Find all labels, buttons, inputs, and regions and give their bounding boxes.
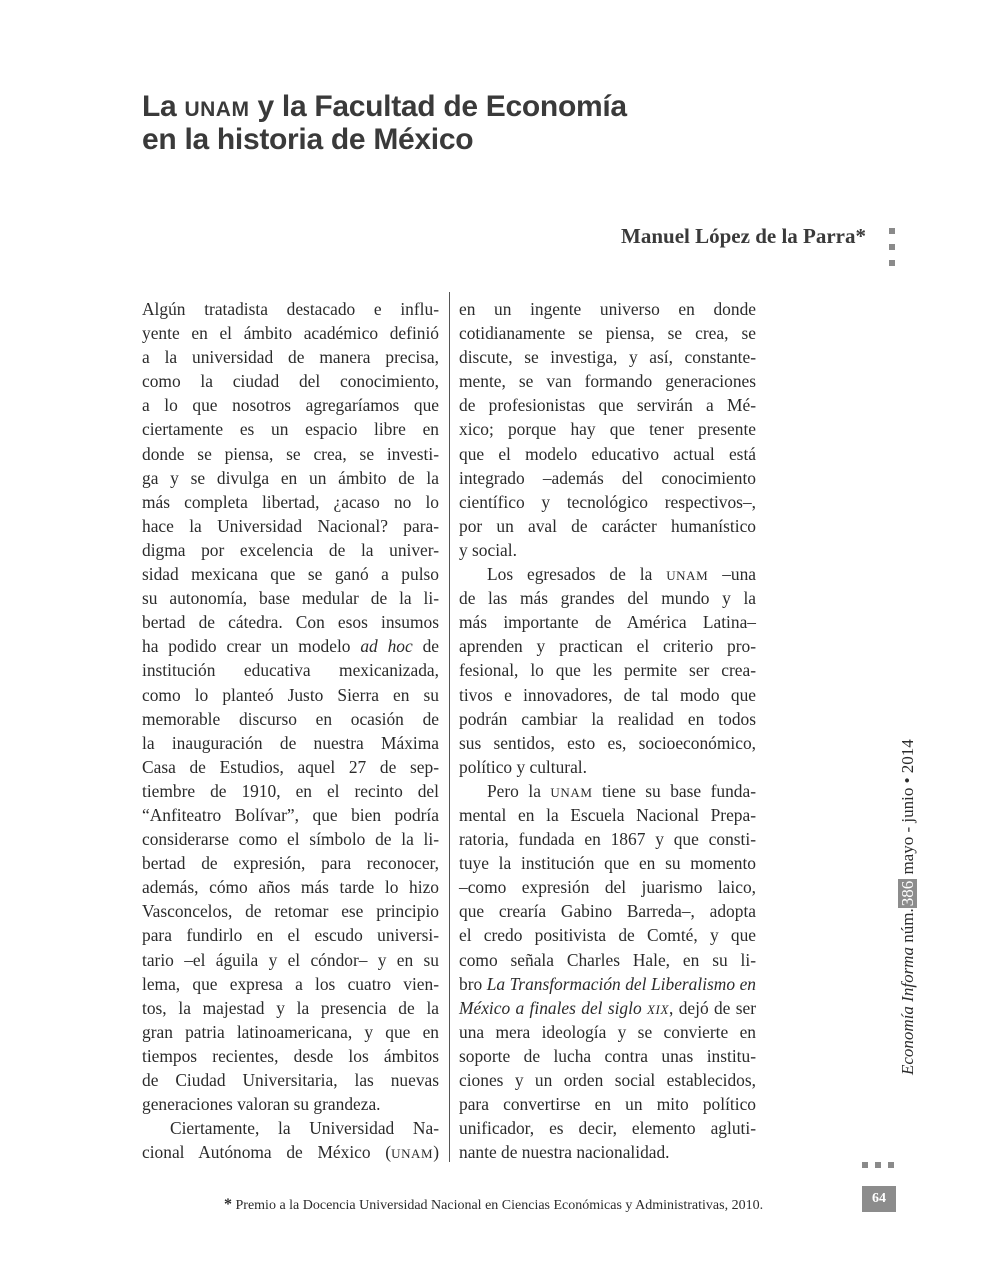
- text-line: de profesionistas que servirán a Mé-: [459, 395, 756, 416]
- title-acronym: UNAM: [184, 98, 250, 121]
- text-line: el credo positivista de Comté, y que: [459, 925, 756, 946]
- text-line: más completa libertad, ¿acaso no lo: [142, 491, 439, 512]
- text-line: que crearía Gabino Barreda–, adopta: [459, 901, 756, 922]
- author-name: Manuel López de la Parra*: [621, 224, 866, 248]
- text-line: además, cómo años más tarde lo hizo: [142, 877, 439, 898]
- title-part: y la Facultad de Economía: [249, 90, 627, 123]
- text-line: tivos e innovadores, de tal modo que: [459, 684, 756, 705]
- column-divider: [449, 292, 450, 1162]
- text-line: a la universidad de manera precisa,: [142, 347, 439, 368]
- text-line: unificador, es decir, elemento agluti-: [459, 1118, 756, 1139]
- text-line: ciertamente es un espacio libre en: [142, 419, 439, 440]
- page-number: 64: [862, 1186, 896, 1212]
- text-line: político y cultural.: [459, 756, 587, 777]
- text-line: como señala Charles Hale, en su li-: [459, 949, 756, 970]
- text-line: aprenden y practican el criterio pro-: [459, 636, 756, 657]
- text-line: bertad de expresión, para reconocer,: [142, 853, 439, 874]
- text-line: nante de nuestra nacionalidad.: [459, 1142, 670, 1163]
- text-line: xico; porque hay que tener presente: [459, 419, 756, 440]
- text-line: considerarse como el símbolo de la li-: [142, 829, 439, 850]
- text-line: ga y se divulga en un ámbito de la: [142, 467, 439, 488]
- text-line: “Anfiteatro Bolívar”, que bien podría: [142, 804, 439, 825]
- text-line: donde se piensa, se crea, se investi-: [142, 443, 439, 464]
- text-line: Ciertamente, la Universidad Na-: [170, 1118, 439, 1139]
- text-line: yente en el ámbito académico definió: [142, 323, 439, 344]
- text-line: mente, se van formando generaciones: [459, 371, 756, 392]
- text-line: tiempos recientes, desde los ámbitos: [142, 1045, 439, 1066]
- text-line: tos, la majestad y la presencia de la: [142, 997, 439, 1018]
- article-title: [142, 92, 627, 155]
- text-line: Algún tratadista destacado e influ-: [142, 299, 439, 319]
- footnote-text: Premio a la Docencia Universidad Nacional en Ciencias Económicas y Administrativas, 2010.: [235, 1198, 764, 1213]
- text-line: bro La Transformación del Liberalismo en: [459, 973, 756, 994]
- text-line: Vasconcelos, de retomar ese principio: [142, 901, 439, 922]
- text-line: científico y tecnológico respectivos–,: [459, 491, 756, 512]
- text-line: ha podido crear un modelo ad hoc de: [142, 636, 439, 657]
- text-line: que el modelo educativo actual está: [459, 443, 756, 464]
- text-line: Casa de Estudios, aquel 27 de sep-: [142, 756, 439, 777]
- text-line: cotidianamente se piensa, se crea, se: [459, 323, 756, 344]
- text-line: gran patria latinoamericana, y que en: [142, 1021, 439, 1042]
- dot: [875, 1162, 881, 1168]
- text-line: en un ingente universo en donde: [459, 299, 756, 319]
- issue-label: núm.: [898, 908, 917, 943]
- text-line: memorable discurso en ocasión de: [142, 708, 439, 729]
- text-line: su autonomía, base medular de la li-: [142, 588, 439, 609]
- text-line: digma por excelencia de la univer-: [142, 539, 439, 560]
- issue-date: mayo - junio • 2014: [898, 739, 917, 875]
- text-line: de Ciudad Universitaria, las nuevas: [142, 1070, 439, 1090]
- text-line: a lo que nosotros agregaríamos que: [142, 395, 439, 416]
- text-line: bertad de cátedra. Con esos insumos: [142, 612, 439, 633]
- text-line: sus sentidos, esto es, socioeconómico,: [459, 732, 756, 753]
- text-line: para convertirse en un mito político: [459, 1094, 756, 1115]
- horizontal-dots-ornament: [862, 1155, 901, 1173]
- text-line: una mera ideología y se convierte en: [459, 1021, 756, 1042]
- text-line: –como expresión del juarismo laico,: [459, 877, 756, 898]
- text-line: integrado –además del conocimiento: [459, 467, 756, 488]
- text-line: sidad mexicana que se ganó a pulso: [142, 564, 439, 585]
- text-line: fesional, lo que les permite ser crea-: [459, 660, 756, 681]
- text-line: cional Autónoma de México (UNAM): [142, 1142, 439, 1163]
- issue-number: 386: [898, 880, 917, 907]
- text-line: la inauguración de nuestra Máxima: [142, 732, 439, 753]
- dot: [862, 1162, 868, 1168]
- text-line: soporte de lucha contra unas institu-: [459, 1045, 756, 1066]
- dot: [889, 244, 895, 250]
- dot: [889, 228, 895, 234]
- journal-sidebar: [898, 739, 918, 1075]
- text-line: podrán cambiar la realidad en todos: [459, 708, 756, 729]
- text-line: discute, se investiga, y así, constante-: [459, 347, 756, 368]
- text-line: ciones y un orden social establecidos,: [459, 1070, 756, 1090]
- text-line: por un aval de carácter humanístico: [459, 515, 756, 536]
- text-line: tiembre de 1910, en el recinto del: [142, 780, 439, 801]
- text-line: y social.: [459, 539, 517, 560]
- text-line: mental en la Escuela Nacional Prepa-: [459, 804, 756, 825]
- dot: [889, 260, 895, 266]
- text-line: generaciones valoran su grandeza.: [142, 1094, 381, 1115]
- text-line: como la ciudad del conocimiento,: [142, 371, 439, 392]
- vertical-dots-ornament: [889, 228, 895, 276]
- text-line: ratoria, fundada en 1867 y que consti-: [459, 829, 756, 850]
- footnote: [224, 1196, 763, 1214]
- journal-name: Economía Informa: [898, 947, 917, 1075]
- text-line: como lo planteó Justo Sierra en su: [142, 684, 439, 705]
- text-line: tario –el águila y el cóndor– y en su: [142, 949, 439, 970]
- text-line: hace la Universidad Nacional? para-: [142, 515, 439, 536]
- dot: [888, 1162, 894, 1168]
- text-line: Los egresados de la UNAM –una: [487, 564, 757, 585]
- text-line: más importante de América Latina–: [459, 612, 756, 633]
- text-column-right: [459, 297, 756, 1164]
- text-line: institución educativa mexicanizada,: [142, 660, 439, 681]
- title-part: La: [142, 90, 185, 123]
- text-column-left: [142, 297, 439, 1164]
- title-line-1: [142, 92, 627, 125]
- text-line: de las más grandes del mundo y la: [459, 588, 756, 609]
- text-line: para fundirlo en el escudo universi-: [142, 925, 439, 946]
- text-line: México a finales del siglo XIX, dejó de ser: [459, 997, 757, 1018]
- footnote-marker: *: [224, 1196, 232, 1213]
- text-line: Pero la UNAM tiene su base funda-: [487, 780, 756, 801]
- text-line: tuye la institución que en su momento: [459, 853, 756, 874]
- title-line-2: en la historia de México: [142, 123, 474, 156]
- text-line: lema, que expresa a los cuatro vien-: [142, 973, 439, 994]
